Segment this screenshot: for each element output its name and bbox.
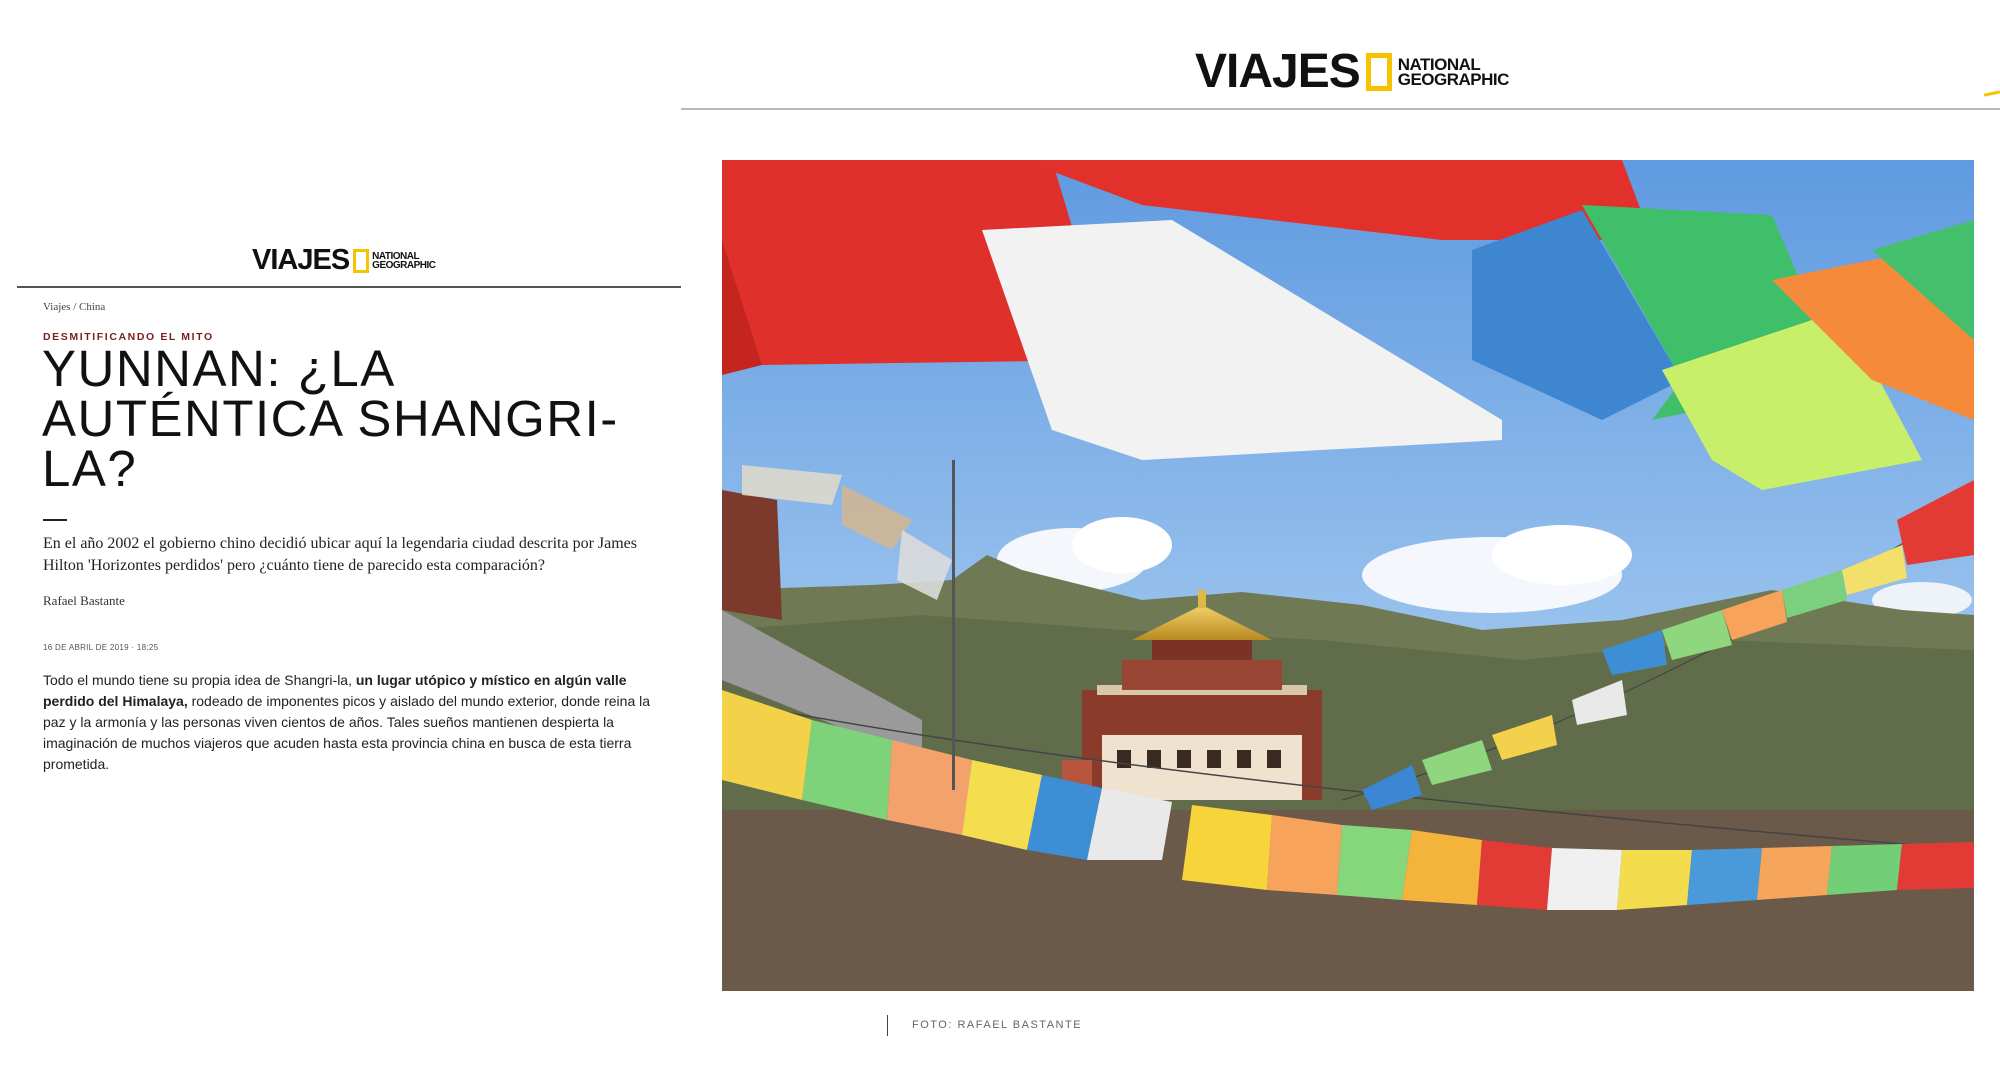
- nat-geo-yellow-border-icon: [1366, 53, 1392, 91]
- breadcrumb-link-viajes[interactable]: Viajes: [43, 301, 71, 313]
- prayer-flags-monastery-image: [722, 160, 1974, 991]
- article-author[interactable]: Rafael Bastante: [43, 593, 125, 608]
- article-header-divider: [17, 286, 681, 288]
- photo-credit: FOTO: RAFAEL BASTANTE: [912, 1019, 1083, 1031]
- body-rest: rodeado de imponentes picos y aislado del mundo exterior, donde reina la paz y la armonía y las personas viven cientos de años. Tales sueños mantienen despierta la imaginación de muchos viajeros que acuden hasta esta provincia china en busca de esta tierra prometida.: [43, 693, 651, 772]
- nat-geo-yellow-border-icon: [353, 249, 369, 273]
- body-highlight: un lugar utópico y místico en algún valle perdido del Himalaya,: [43, 672, 627, 709]
- logo-word: VIAJES: [1195, 45, 1360, 98]
- article-kicker: DESMITIFICANDO EL MITO: [43, 331, 214, 343]
- hero-photo: [722, 160, 1974, 991]
- article-dek: En el año 2002 el gobierno chino decidió ubicar aquí la legendaria ciudad descrita por James Hilton 'Horizontes perdidos' pero ¿cuánto tiene de parecido esta comparación?: [43, 535, 638, 574]
- body-intro: Todo el mundo tiene su propia idea de Shangri-la,: [43, 672, 356, 688]
- title-rule: [43, 519, 67, 521]
- header-divider: [681, 108, 2000, 110]
- article-title: YUNNAN: ¿LA AUTÉNTICA SHANGRI-LA?: [42, 340, 619, 497]
- logo-brand: NATIONAL GEOGRAPHIC: [372, 250, 436, 271]
- article-date: 16 DE ABRIL DE 2019 · 18:25: [43, 643, 159, 652]
- photo-credit-bar: [887, 1015, 888, 1036]
- breadcrumb: [43, 301, 105, 313]
- article-header-logo[interactable]: [252, 246, 436, 275]
- article-body: [43, 670, 668, 775]
- breadcrumb-separator: /: [70, 301, 80, 313]
- breadcrumb-link-china[interactable]: China: [79, 301, 106, 313]
- header-accent: [1984, 90, 2000, 96]
- logo-word: VIAJES: [252, 244, 350, 276]
- logo-brand: NATIONAL GEOGRAPHIC: [1397, 54, 1509, 89]
- header-logo[interactable]: [1195, 45, 1509, 98]
